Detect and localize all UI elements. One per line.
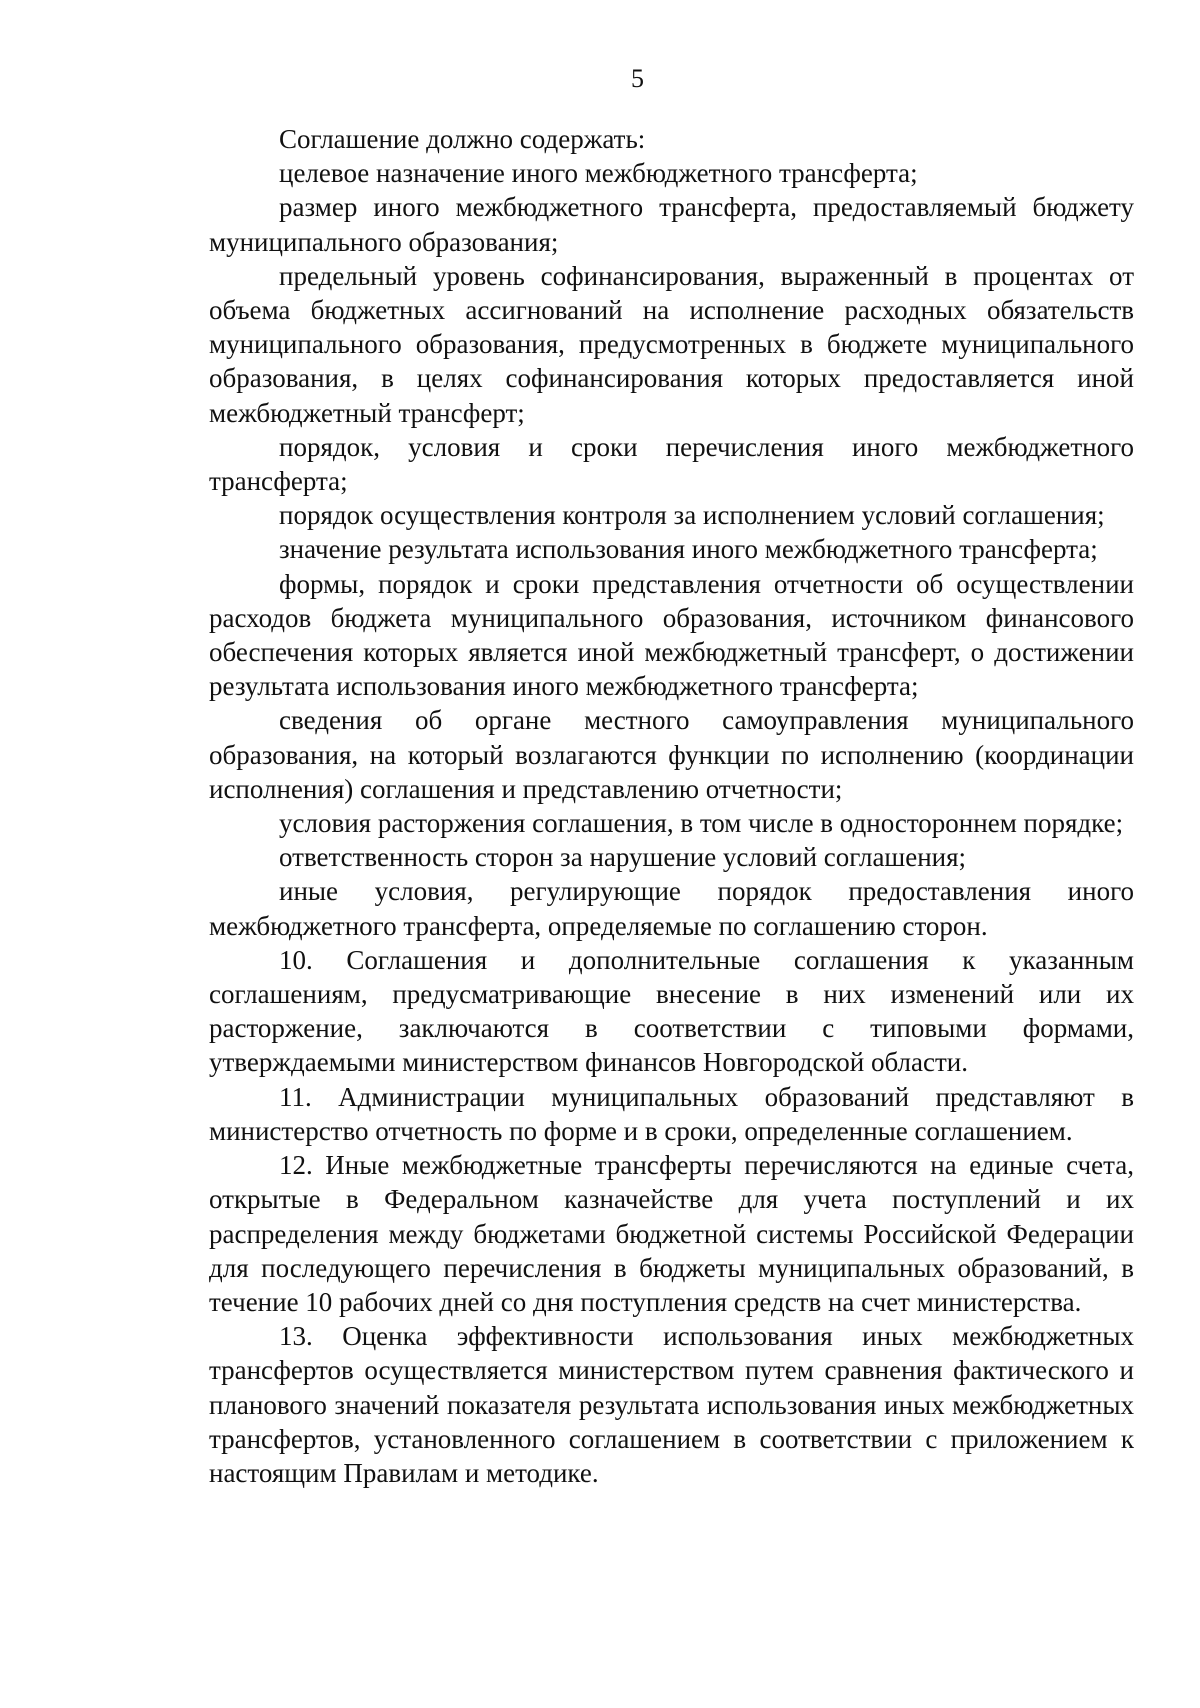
- paragraph-agreement-contents-intro: Соглашение должно содержать:: [279, 124, 646, 154]
- paragraph-local-authority-info: сведения об органе местного самоуправления муниципального образования, на который возлагаются функции по исполнению (координации исполнения) соглашения и представлению отчетности;: [209, 705, 1134, 804]
- page-number: 5: [631, 64, 644, 93]
- paragraph-clause-10: 10. Соглашения и дополнительные соглашения к указанным соглашениям, предусматривающие внесение в них изменений или их расторжение, заключаются в соответствии с типовыми формами, утверждаемыми министерством финансов Новгородской области.: [209, 944, 1134, 1078]
- paragraph-reporting-forms: формы, порядок и сроки представления отчетности об осуществлении расходов бюджета муниципального образования, источником финансового обеспечения которых является иной межбюджетный трансферт, о достижении результата использования иного межбюджетного трансферта;: [209, 568, 1134, 702]
- paragraph-purpose: целевое назначение иного межбюджетного трансферта;: [279, 158, 918, 189]
- paragraph-control-procedure: порядок осуществления контроля за исполнением условий соглашения;: [279, 500, 1105, 531]
- paragraph-transfer-amount: размер иного межбюджетного трансферта, предоставляемый бюджету муниципального образования;: [209, 192, 1134, 257]
- paragraph-clause-12: 12. Иные межбюджетные трансферты перечисляются на единые счета, открытые в Федеральном казначействе для учета поступлений и их распределения между бюджетами бюджетной системы Российской Федерации для последующего перечисления в бюджеты муниципальных образований, в течение 10 рабочих дней со дня поступления средств на счет министерства.: [209, 1150, 1134, 1317]
- paragraph-cofinancing-level: предельный уровень софинансирования, выраженный в процентах от объема бюджетных ассигнований на исполнение расходных обязательств муниципального образования, предусмотренных в бюджете муниципального образования, в целях софинансирования которых предоставляется иной межбюджетный трансферт;: [209, 260, 1134, 428]
- document-body: [209, 122, 1134, 1490]
- paragraph-clause-13: 13. Оценка эффективности использования иных межбюджетных трансфертов осуществляется министерством путем сравнения фактического и планового значений показателя результата использования иных межбюджетных трансфертов, установленного соглашением в соответствии с приложением к настоящим Правилам и методике.: [209, 1321, 1134, 1488]
- paragraph-termination-conditions: условия расторжения соглашения, в том числе в одностороннем порядке;: [279, 808, 1124, 839]
- paragraph-transfer-terms: порядок, условия и сроки перечисления иного межбюджетного трансферта;: [209, 431, 1134, 497]
- paragraph-result-value: значение результата использования иного межбюджетного трансферта;: [279, 534, 1098, 565]
- paragraph-other-conditions: иные условия, регулирующие порядок предоставления иного межбюджетного трансферта, определяемые по соглашению сторон.: [209, 876, 1134, 941]
- paragraph-liability: ответственность сторон за нарушение условий соглашения;: [279, 842, 967, 873]
- paragraph-clause-11: 11. Администрации муниципальных образований представляют в министерство отчетность по форме и в сроки, определенные соглашением.: [209, 1081, 1134, 1146]
